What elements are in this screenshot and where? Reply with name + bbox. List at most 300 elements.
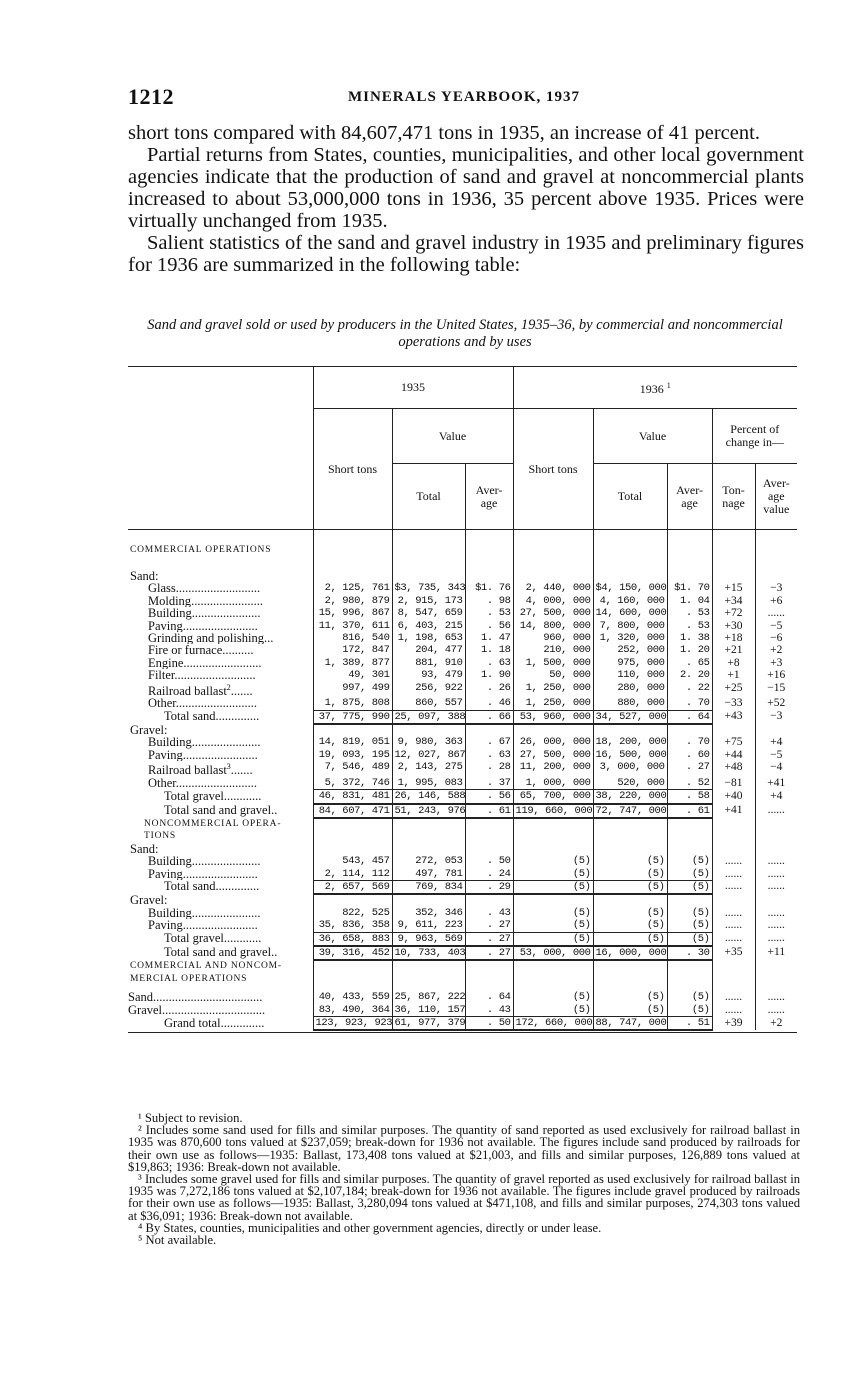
cell-t35: 11, 370, 611 [313, 620, 392, 632]
value-header: Value [392, 409, 513, 464]
empty-cell [313, 818, 392, 843]
cell-v35: 61, 977, 379 [392, 1017, 465, 1031]
cell-t35: 40, 433, 559 [313, 991, 392, 1003]
empty-cell [513, 544, 593, 556]
cell-v35: 1, 198, 653 [392, 632, 465, 644]
cell-a36: . 53 [667, 607, 712, 619]
cell-v36: $4, 150, 000 [593, 582, 667, 594]
cell-pt: +44 [712, 749, 755, 761]
cell-t35: 172, 847 [313, 644, 392, 656]
empty-cell [392, 818, 465, 843]
cell-t35: 19, 093, 195 [313, 749, 392, 761]
group-heading [128, 894, 797, 906]
cell-a35: 1. 47 [465, 632, 513, 644]
cell-pt: +25 [712, 682, 755, 698]
cell-t36: 53, 000, 000 [513, 946, 593, 960]
cell-a36: $1. 70 [667, 582, 712, 594]
cell-pt: +39 [712, 1017, 755, 1031]
empty-cell [712, 724, 755, 736]
total-header: Total [392, 464, 465, 530]
cell-v36: 880, 000 [593, 697, 667, 710]
leader-dots: .. [271, 803, 278, 817]
cell-v36: 14, 600, 000 [593, 607, 667, 619]
empty-cell [712, 544, 755, 556]
cell-a36: 1. 38 [667, 632, 712, 644]
cell-a35: . 46 [465, 697, 513, 710]
cell-pt: ...... [712, 1004, 755, 1017]
empty-cell [392, 556, 465, 570]
table-row [128, 919, 797, 932]
row-label-text: Total sand [164, 710, 216, 724]
leader-dots: .......................... [175, 697, 258, 711]
row-label [128, 790, 313, 804]
cell-t35: 2, 114, 112 [313, 868, 392, 881]
short-tons-header: Short tons [313, 409, 392, 530]
cell-a35: . 63 [465, 657, 513, 669]
cell-pv: −5 [755, 620, 797, 632]
cell-a36: (5) [667, 907, 712, 919]
cell-t36: (5) [513, 919, 593, 932]
empty-cell [513, 530, 593, 544]
cell-a36: . 60 [667, 749, 712, 761]
cell-pv: −4 [755, 761, 797, 777]
cell-a35: . 27 [465, 932, 513, 946]
cell-v35: 36, 110, 157 [392, 1004, 465, 1017]
cell-t36: (5) [513, 932, 593, 946]
table-caption: Sand and gravel sold or used by producers in the United States, 1935–36, by commercial and noncommercial operations and by uses [147, 317, 783, 350]
empty-cell [712, 894, 755, 906]
empty-cell [392, 570, 465, 582]
cell-pv: ...... [755, 1004, 797, 1017]
empty-cell [712, 843, 755, 855]
cell-a35: . 50 [465, 1017, 513, 1031]
cell-v36: 18, 200, 000 [593, 736, 667, 748]
table-row [128, 620, 797, 632]
row-label-text: Building [148, 906, 192, 920]
cell-a36: . 64 [667, 710, 712, 724]
row-label-text: Total gravel [164, 932, 224, 946]
cell-a35: . 27 [465, 946, 513, 960]
cell-pt: +1 [712, 669, 755, 681]
cell-pv: ...... [755, 932, 797, 946]
cell-pv: ...... [755, 607, 797, 619]
cell-a35: . 43 [465, 1004, 513, 1017]
paragraph: Salient statistics of the sand and gravel industry in 1935 and preliminary figures for 1936 are summarized in the following table: [128, 232, 804, 276]
cell-v36: 975, 000 [593, 657, 667, 669]
leader-dots: .. [271, 946, 278, 959]
empty-cell [667, 960, 712, 985]
cell-t35: 1, 875, 808 [313, 697, 392, 710]
cell-a36: . 30 [667, 946, 712, 960]
cell-a36: (5) [667, 932, 712, 946]
row-label [128, 749, 313, 761]
empty-cell [755, 818, 797, 843]
row-label-text: Engine [148, 656, 184, 670]
cell-t35: 997, 499 [313, 682, 392, 698]
empty-cell [712, 556, 755, 570]
total-row [128, 790, 797, 804]
cell-v36: 16, 500, 000 [593, 749, 667, 761]
cell-pt: −33 [712, 697, 755, 710]
leader-dots: ...................... [191, 855, 261, 868]
row-label [128, 1004, 313, 1017]
empty-cell [667, 544, 712, 556]
cell-v36: 88, 747, 000 [593, 1017, 667, 1031]
empty-cell [593, 843, 667, 855]
empty-cell [593, 960, 667, 985]
cell-a35: . 61 [465, 804, 513, 818]
total-row [128, 1017, 797, 1031]
table-row [128, 644, 797, 656]
cell-t36: 1, 000, 000 [513, 777, 593, 790]
cell-pv: +52 [755, 697, 797, 710]
section-heading [128, 818, 797, 843]
cell-pv: +4 [755, 790, 797, 804]
footnote: ⁴ By States, counties, municipalities and other government agencies, directly or under lease. [138, 1220, 602, 1235]
cell-pt: ...... [712, 868, 755, 881]
cell-t35: 46, 831, 481 [313, 790, 392, 804]
average-header: Aver- age [667, 464, 712, 530]
cell-a35: 1. 90 [465, 669, 513, 681]
cell-a35: . 24 [465, 868, 513, 881]
cell-a36: (5) [667, 919, 712, 932]
cell-pv: +6 [755, 595, 797, 607]
leader-dots: ........................ [182, 748, 258, 762]
cell-v36: (5) [593, 932, 667, 946]
cell-v36: (5) [593, 880, 667, 894]
row-label [128, 880, 313, 894]
cell-pt: +72 [712, 607, 755, 619]
cell-v35: 10, 733, 403 [392, 946, 465, 960]
cell-t36: (5) [513, 868, 593, 881]
cell-pt: +75 [712, 736, 755, 748]
statistics-table [128, 366, 797, 1033]
page-number: 1212 [128, 84, 174, 109]
cell-a35: . 27 [465, 919, 513, 932]
empty-cell [513, 556, 593, 570]
cell-t35: 543, 457 [313, 855, 392, 867]
cell-v36: 7, 800, 000 [593, 620, 667, 632]
table-row [128, 736, 797, 748]
cell-t36: (5) [513, 855, 593, 867]
cell-v36: 34, 527, 000 [593, 710, 667, 724]
empty-cell [712, 960, 755, 985]
empty-cell [593, 530, 667, 544]
cell-pv: ...... [755, 907, 797, 919]
leader-dots: ................................. [162, 1003, 266, 1017]
row-label-text: Fire or furnace [148, 644, 223, 657]
empty-cell [667, 570, 712, 582]
cell-v36: 280, 000 [593, 682, 667, 698]
cell-v35: 25, 867, 222 [392, 991, 465, 1003]
leader-dots: ....... [230, 683, 253, 698]
leader-dots: .............. [215, 880, 260, 894]
leader-dots: ........................ [182, 867, 258, 881]
cell-pv: ...... [755, 868, 797, 881]
table-row [128, 595, 797, 607]
cell-pt: +8 [712, 657, 755, 669]
cell-v35: 9, 980, 363 [392, 736, 465, 748]
table-row [128, 1004, 797, 1017]
average-value-header: Aver- age value [755, 464, 797, 530]
row-label [128, 932, 313, 946]
empty-cell [755, 570, 797, 582]
running-title: MINERALS YEARBOOK, 1937 [347, 89, 581, 105]
cell-t36: 11, 200, 000 [513, 761, 593, 777]
cell-t36: 172, 660, 000 [513, 1017, 593, 1031]
empty-cell [465, 960, 513, 985]
cell-t35: 7, 546, 489 [313, 761, 392, 777]
cell-t36: 1, 250, 000 [513, 697, 593, 710]
cell-a35: . 43 [465, 907, 513, 919]
row-label [128, 697, 313, 710]
empty-cell [392, 843, 465, 855]
cell-pv: −3 [755, 582, 797, 594]
row-label [128, 736, 313, 748]
empty-cell [593, 724, 667, 736]
cell-t36: 26, 000, 000 [513, 736, 593, 748]
cell-v36: (5) [593, 991, 667, 1003]
cell-t36: 27, 500, 000 [513, 607, 593, 619]
leader-dots: ............ [223, 789, 262, 803]
cell-a35: . 63 [465, 749, 513, 761]
leader-dots: .......................... [175, 776, 258, 790]
cell-t35: 123, 923, 923 [313, 1017, 392, 1031]
cell-t36: 960, 000 [513, 632, 593, 644]
row-label-text: Grand total [164, 1016, 221, 1030]
short-tons-header: Short tons [513, 409, 593, 530]
cell-v35: 12, 027, 867 [392, 749, 465, 761]
empty-cell [755, 556, 797, 570]
total-row [128, 946, 797, 960]
empty-cell [313, 530, 392, 544]
row-label-text: Total sand and gravel [164, 803, 272, 817]
cell-pv: −15 [755, 682, 797, 698]
cell-v35: 6, 403, 215 [392, 620, 465, 632]
cell-v35: 204, 477 [392, 644, 465, 656]
empty-cell [465, 570, 513, 582]
cell-v36: 3, 000, 000 [593, 761, 667, 777]
cell-pv: ...... [755, 855, 797, 867]
empty-cell [392, 530, 465, 544]
section-heading-label: COMMERCIAL OPERATIONS [130, 544, 272, 555]
row-label-text: Grinding and polishing [148, 631, 264, 645]
row-label-text: Paving [148, 867, 183, 881]
empty-cell [465, 544, 513, 556]
cell-pv: +41 [755, 777, 797, 790]
cell-v36: (5) [593, 1004, 667, 1017]
cell-v35: $3, 735, 343 [392, 582, 465, 594]
cell-t35: 816, 540 [313, 632, 392, 644]
cell-pt: +35 [712, 946, 755, 960]
leader-dots: .............. [220, 1016, 265, 1030]
stub-head [128, 367, 313, 530]
cell-a36: . 52 [667, 777, 712, 790]
empty-cell [755, 960, 797, 985]
cell-t35: 14, 819, 051 [313, 736, 392, 748]
cell-t36: 65, 700, 000 [513, 790, 593, 804]
cell-pv: +4 [755, 736, 797, 748]
footnote: ³ Includes some gravel used for fills and similar purposes. The quantity of gravel reported as used exclusively for railroad ballast in 1935 was 7,272,186 tons valued at $2,107,184; break-down for 1936 not available. The figures include gravel produced by railroads for their own use as follows—1935: Ballast, 3,280,094 tons valued at $471,108, and fills and similar purposes, 274,303 tons valued at $36,091; 1936: Break-down not available. [128, 1172, 800, 1223]
empty-cell [593, 894, 667, 906]
row-label [128, 855, 313, 867]
cell-pt: +21 [712, 644, 755, 656]
cell-v35: 256, 922 [392, 682, 465, 698]
section-heading [128, 960, 797, 985]
row-label [128, 919, 313, 932]
empty-cell [128, 530, 313, 544]
empty-cell [667, 724, 712, 736]
leader-dots: .......... [222, 644, 254, 657]
leader-dots: .......................... [174, 669, 256, 682]
table-row [128, 855, 797, 867]
cell-t35: 15, 996, 867 [313, 607, 392, 619]
row-label [128, 595, 313, 607]
row-label [128, 761, 313, 777]
total-row [128, 710, 797, 724]
cell-a35: . 98 [465, 595, 513, 607]
empty-cell [513, 818, 593, 843]
cell-v36: 72, 747, 000 [593, 804, 667, 818]
row-label-text: Building [148, 736, 192, 749]
cell-t35: 1, 389, 877 [313, 657, 392, 669]
cell-t35: 2, 125, 761 [313, 582, 392, 594]
row-label-text: Gravel [128, 1003, 163, 1017]
cell-a36: 1. 04 [667, 595, 712, 607]
cell-pv: +16 [755, 669, 797, 681]
footnote-ref: 1 [666, 381, 671, 390]
cell-a35: . 56 [465, 790, 513, 804]
row-label-text: Building [148, 607, 192, 620]
empty-cell [313, 843, 392, 855]
cell-a36: . 27 [667, 761, 712, 777]
group-heading [128, 843, 797, 855]
cell-a35: . 64 [465, 991, 513, 1003]
cell-v36: (5) [593, 855, 667, 867]
cell-v36: 38, 220, 000 [593, 790, 667, 804]
cell-a35: . 26 [465, 682, 513, 698]
row-label [128, 682, 313, 698]
group-heading-label: Gravel: [130, 894, 168, 907]
cell-a36: . 53 [667, 620, 712, 632]
empty-cell [513, 843, 593, 855]
cell-pv: ...... [755, 804, 797, 818]
cell-pt: +30 [712, 620, 755, 632]
cell-v36: 110, 000 [593, 669, 667, 681]
cell-pt: ...... [712, 991, 755, 1003]
leader-dots: ... [263, 631, 274, 645]
cell-a35: . 67 [465, 736, 513, 748]
cell-a35: . 29 [465, 880, 513, 894]
table-body [128, 530, 797, 1031]
spacer-row [128, 556, 797, 570]
table-row [128, 697, 797, 710]
empty-cell [593, 818, 667, 843]
cell-a35: $1. 76 [465, 582, 513, 594]
empty-cell [392, 894, 465, 906]
cell-v36: (5) [593, 868, 667, 881]
cell-a36: (5) [667, 1004, 712, 1017]
row-label-text: Railroad ballast [148, 683, 227, 698]
empty-cell [513, 894, 593, 906]
row-label-text: Paving [148, 919, 183, 933]
cell-t36: 2, 440, 000 [513, 582, 593, 594]
cell-pt: +40 [712, 790, 755, 804]
body-text [128, 122, 804, 276]
table-row [128, 657, 797, 669]
cell-pt: ...... [712, 919, 755, 932]
empty-cell [313, 724, 392, 736]
table-row [128, 991, 797, 1003]
empty-cell [465, 530, 513, 544]
empty-cell [465, 724, 513, 736]
leader-dots: ....... [230, 763, 253, 777]
row-label-text: Total gravel [164, 789, 224, 803]
cell-t36: (5) [513, 1004, 593, 1017]
group-heading [128, 724, 797, 736]
cell-pv: +2 [755, 644, 797, 656]
footnote-ref: 2 [226, 682, 231, 692]
cell-pt: +41 [712, 804, 755, 818]
cell-t35: 2, 980, 879 [313, 595, 392, 607]
row-label-text: Paving [148, 619, 183, 632]
cell-a36: (5) [667, 880, 712, 894]
leader-dots: ......................... [183, 656, 262, 670]
row-label [128, 1017, 313, 1031]
cell-a36: . 58 [667, 790, 712, 804]
paragraph: Partial returns from States, counties, municipalities, and other local government agencies indicate that the production of sand and gravel at noncommercial plants increased to about 53,000,000 tons in 1936, 35 percent above 1935. Prices were virtually unchanged from 1935. [128, 144, 804, 232]
table-head [128, 367, 797, 530]
leader-dots: ................................... [153, 991, 263, 1004]
cell-pt: ...... [712, 932, 755, 946]
cell-v35: 352, 346 [392, 907, 465, 919]
empty-cell [755, 724, 797, 736]
row-label [128, 946, 313, 960]
empty-cell [313, 894, 392, 906]
cell-t36: 1, 250, 000 [513, 682, 593, 698]
section-heading-label: NONCOMMERCIAL OPERA- TIONS [144, 818, 282, 842]
row-label [128, 777, 313, 790]
cell-pv: −3 [755, 710, 797, 724]
row-label [128, 669, 313, 681]
cell-a35: . 66 [465, 710, 513, 724]
cell-t35: 83, 490, 364 [313, 1004, 392, 1017]
cell-v36: 4, 160, 000 [593, 595, 667, 607]
group-heading-label: Sand: [130, 842, 159, 856]
row-label-text: Sand [128, 991, 153, 1004]
cell-pt: ...... [712, 880, 755, 894]
cell-a35: . 50 [465, 855, 513, 867]
cell-a36: (5) [667, 868, 712, 881]
cell-pt: +18 [712, 632, 755, 644]
empty-cell [128, 556, 313, 570]
cell-a36: 2. 20 [667, 669, 712, 681]
empty-cell [593, 556, 667, 570]
cell-pt: +15 [712, 582, 755, 594]
cell-v36: (5) [593, 919, 667, 932]
table-row [128, 868, 797, 881]
cell-v36: 16, 000, 000 [593, 946, 667, 960]
cell-v36: 1, 320, 000 [593, 632, 667, 644]
leader-dots: ............ [223, 932, 262, 946]
table-row [128, 749, 797, 761]
cell-t36: 210, 000 [513, 644, 593, 656]
cell-a36: (5) [667, 991, 712, 1003]
cell-pv: +3 [755, 657, 797, 669]
total-row [128, 880, 797, 894]
cell-a36: . 70 [667, 697, 712, 710]
cell-a36: (5) [667, 855, 712, 867]
